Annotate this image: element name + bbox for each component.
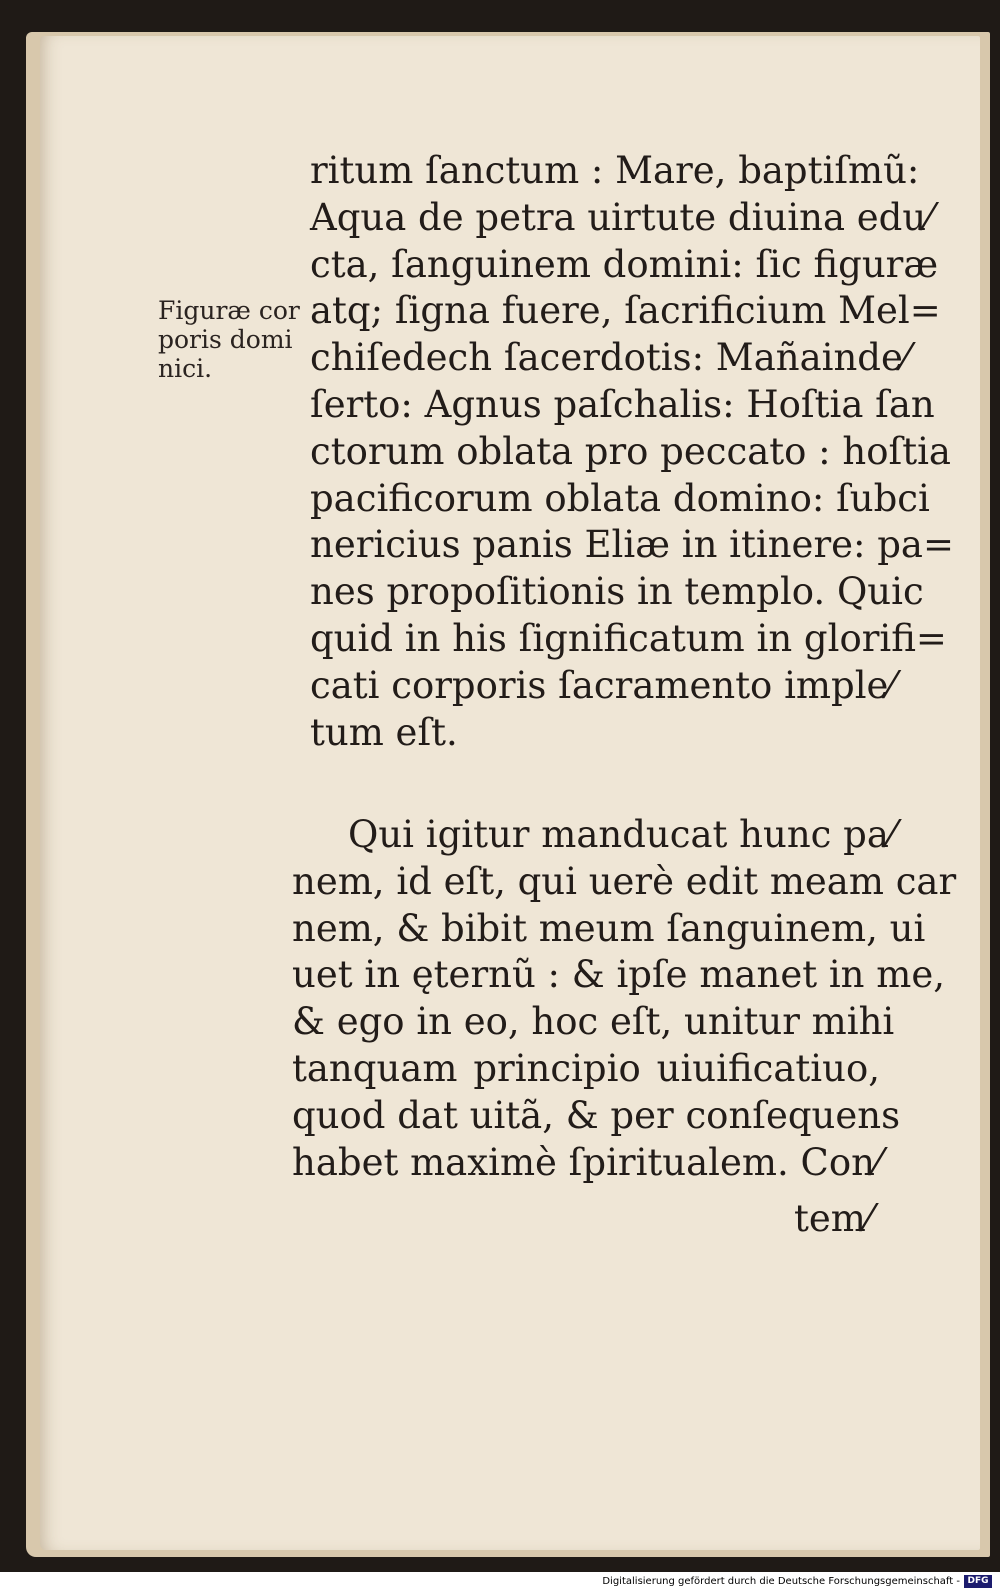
text-line: cta, ſanguinem domini: ſic figuræ bbox=[310, 242, 939, 286]
paragraph-1 bbox=[310, 148, 954, 756]
text-line: & ego in eo, hoc eſt, unitur mihi bbox=[292, 1000, 895, 1044]
text-line: tum eſt. bbox=[310, 710, 458, 754]
text-line: nem, & bibit meum ſanguinem, ui bbox=[292, 906, 926, 950]
digitization-footer bbox=[0, 1572, 1000, 1592]
text-line: chiſedech ſacerdotis: Mañainde⁄ bbox=[310, 336, 910, 380]
text-line: ſerto: Agnus paſchalis: Hoſtia ſan bbox=[310, 382, 935, 426]
margin-note-line: Figuræ cor bbox=[158, 296, 300, 325]
text-line: quid in his ſignificatum in glorifi= bbox=[310, 616, 947, 660]
text-line: ritum ſanctum : Mare, baptiſmũ: bbox=[310, 149, 920, 192]
text-line: tanquam principio uiuificatiuo, bbox=[292, 1046, 880, 1090]
text-line: nem, id eſt, qui uerè edit meam car bbox=[292, 859, 957, 903]
margin-note bbox=[158, 296, 308, 383]
text-line: cati corporis ſacramento imple⁄ bbox=[310, 663, 895, 707]
funding-credit: Digitalisierung gefördert durch die Deutsche Forschungsgemeinschaft - bbox=[602, 1576, 960, 1587]
text-line: uet in ęternũ : & ipſe manet in me, bbox=[292, 953, 946, 997]
text-line: nericius panis Eliæ in itinere: pa= bbox=[310, 523, 954, 567]
catchword: tem⁄ bbox=[793, 1197, 872, 1240]
text-line: atq; ſigna fuere, ſacrificium Mel= bbox=[310, 289, 941, 333]
text-line: ctorum oblata pro peccato : hoſtia bbox=[310, 429, 951, 473]
text-line: Aqua de petra uirtute diuina edu⁄ bbox=[310, 195, 933, 239]
text-line: quod dat uitã, & per conſequens bbox=[292, 1093, 901, 1137]
text-line: pacificorum oblata domino: ſubci bbox=[310, 476, 930, 520]
dfg-logo: DFG bbox=[964, 1575, 992, 1588]
text-line: habet maximè ſpiritualem. Con⁄ bbox=[292, 1140, 882, 1184]
text-line: nes propoſitionis in templo. Quic bbox=[310, 570, 924, 614]
margin-note-line: nici. bbox=[158, 354, 213, 383]
paragraph-2 bbox=[292, 812, 957, 1186]
margin-note-line: poris domi bbox=[158, 325, 293, 354]
text-line: Qui igitur manducat hunc pa⁄ bbox=[348, 813, 896, 856]
